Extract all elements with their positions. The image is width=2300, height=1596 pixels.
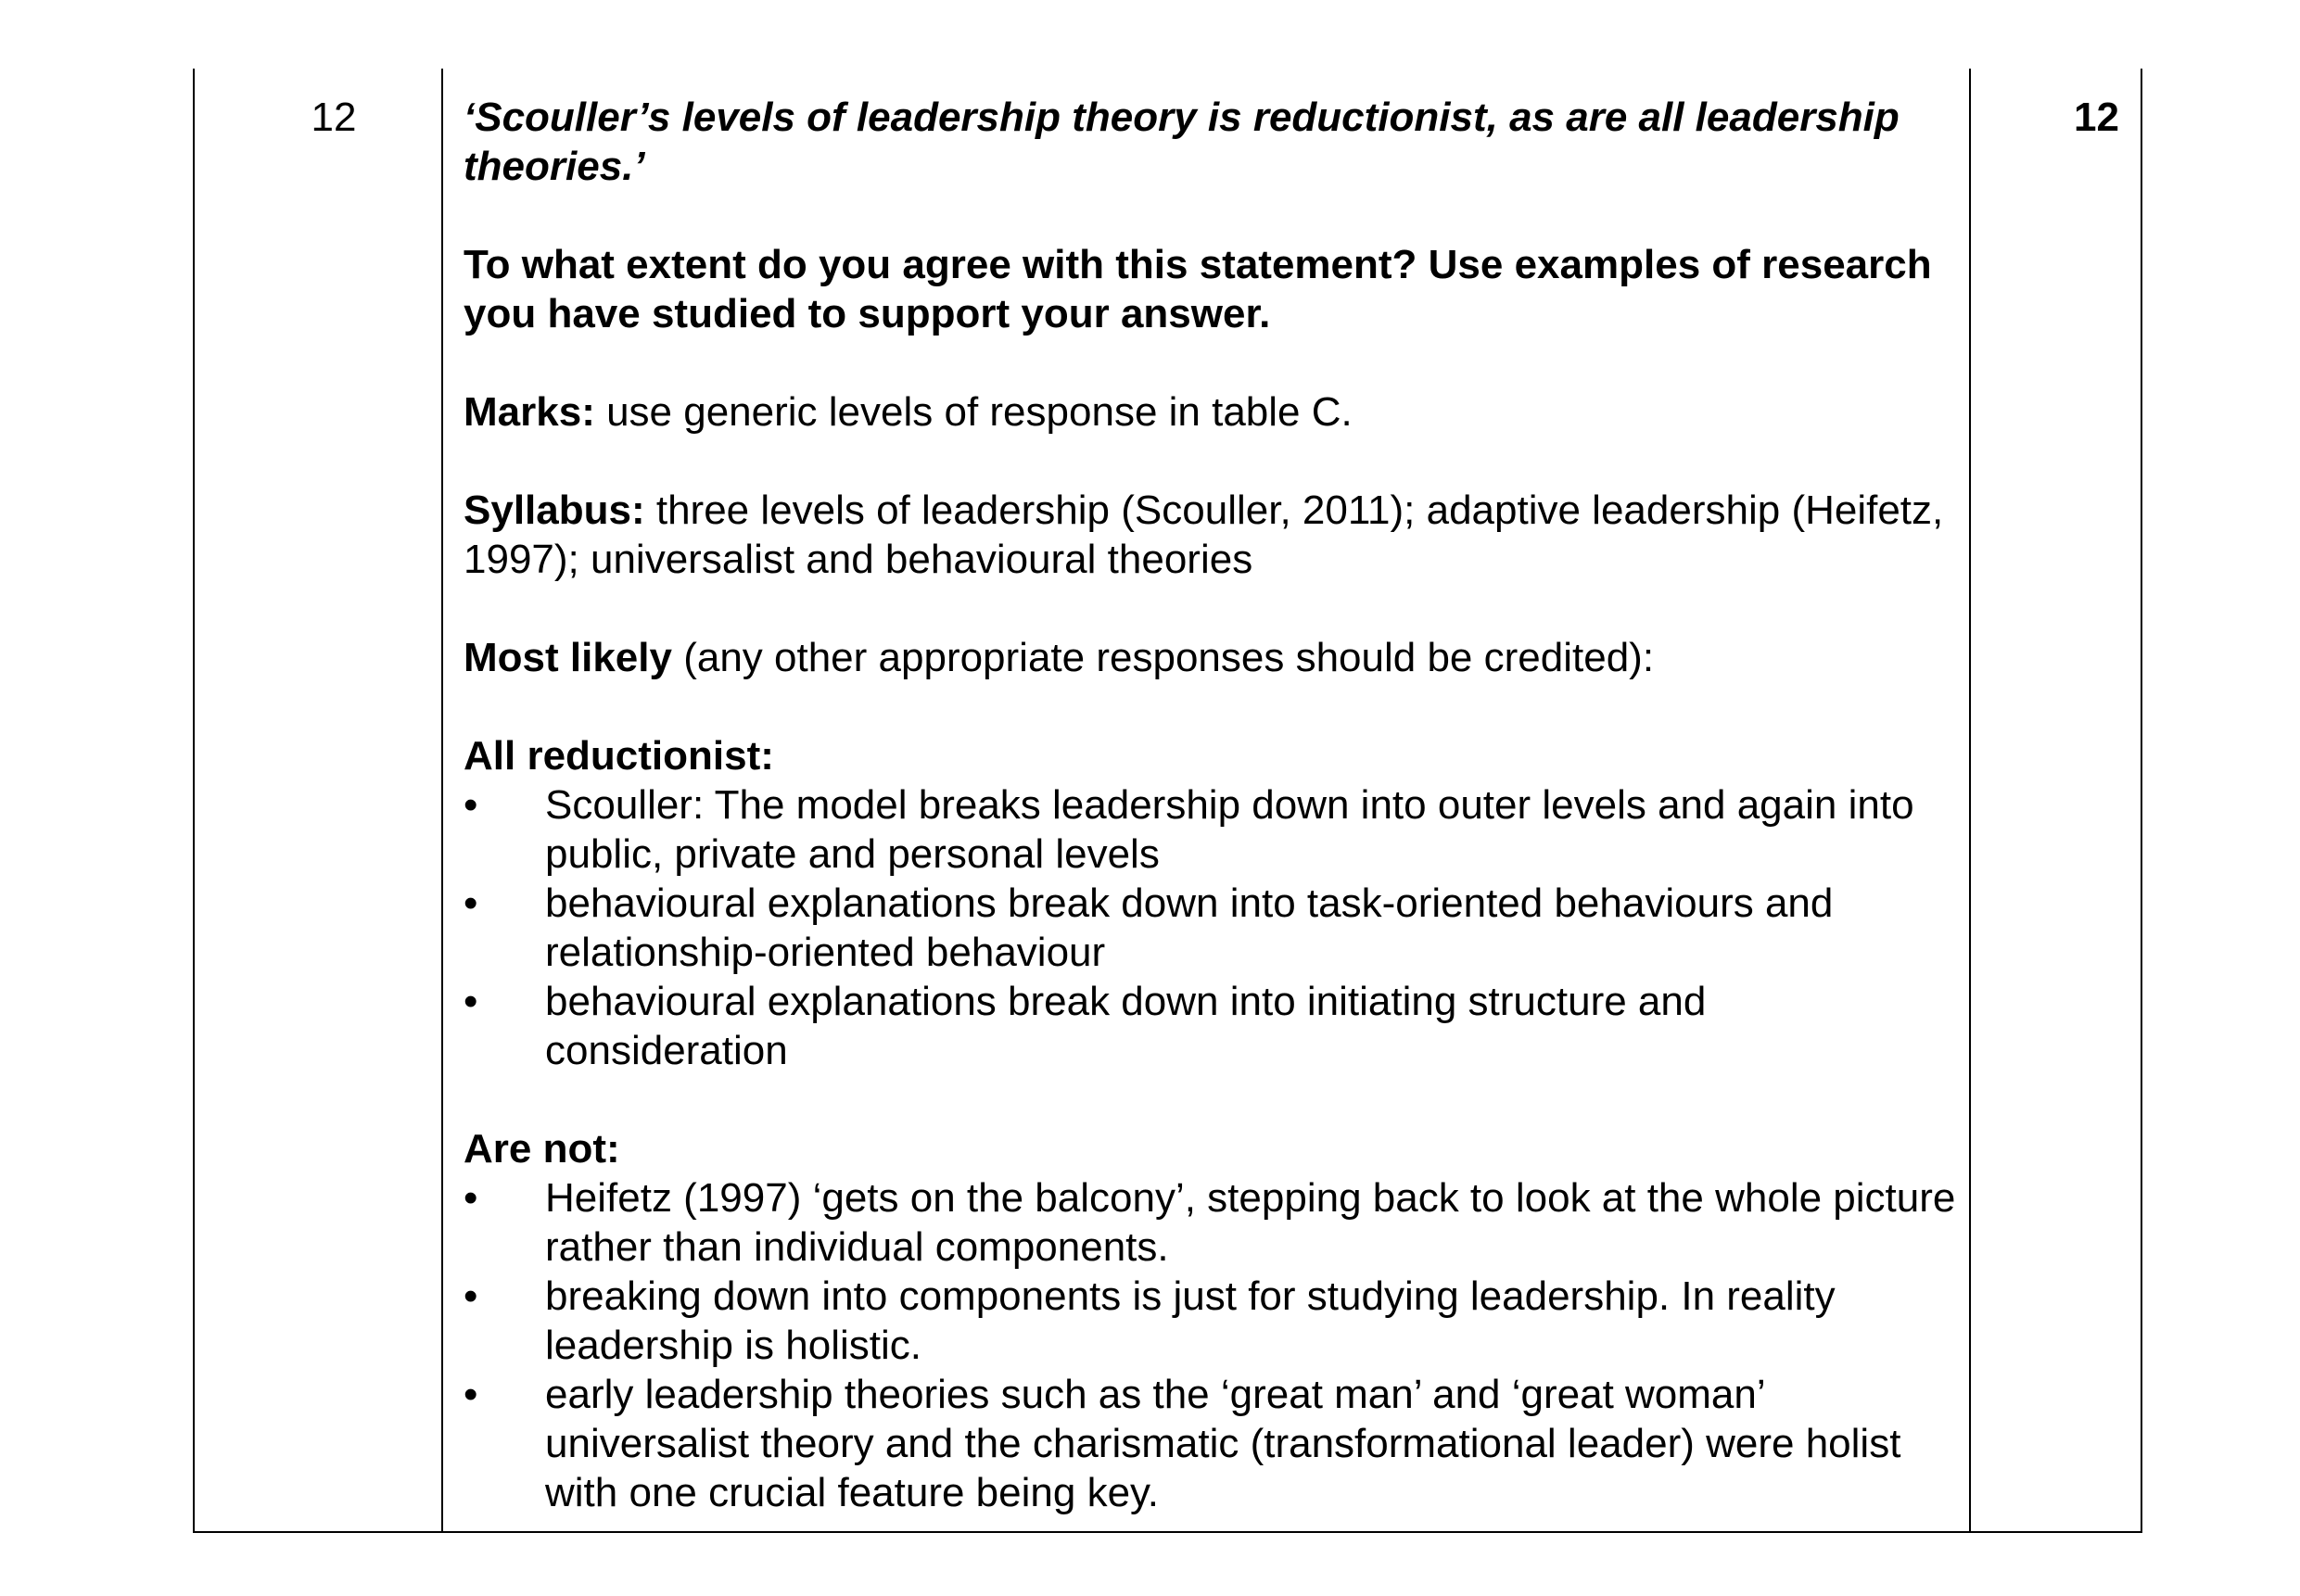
list-item: • Heifetz (1997) ‘gets on the balcony’, stepping back to look at the whole picture rather than individual components. xyxy=(464,1175,1956,1270)
most-likely-line xyxy=(464,633,1956,682)
total-marks: 12 xyxy=(2074,95,2119,140)
all-reductionist-heading: All reductionist: xyxy=(464,733,774,779)
are-not-heading: Are not: xyxy=(464,1126,620,1172)
bullet-icon: • xyxy=(464,880,478,926)
are-not-list xyxy=(464,1173,1956,1517)
list-item: • breaking down into components is just for studying leadership. In reality leadership is holistic. xyxy=(464,1273,1836,1368)
syllabus-line xyxy=(464,486,1956,584)
list-item: • behavioural explanations break down into task-oriented behaviours and relationship-oriented behaviour xyxy=(464,880,1834,975)
bullet-icon: • xyxy=(464,1372,478,1417)
marks-label: Marks: xyxy=(464,389,595,435)
bullet-icon: • xyxy=(464,782,478,828)
bullet-icon: • xyxy=(464,1273,478,1319)
syllabus-label: Syllabus: xyxy=(464,488,645,533)
list-item: • Scouller: The model breaks leadership down into outer levels and again into public, private and personal levels xyxy=(464,782,1914,877)
bullet-icon: • xyxy=(464,1175,478,1221)
mark-scheme-table xyxy=(193,69,2142,1533)
list-item: • early leadership theories such as the ‘great man’ and ‘great woman’ universalist theory and the charismatic (transformational leader) were holist with one crucial feature being key. xyxy=(464,1372,1901,1515)
all-reductionist-list xyxy=(464,780,1956,1075)
syllabus-text: three levels of leadership (Scouller, 2011); adaptive leadership (Heifetz, 1997); universalist and behavioural theories xyxy=(464,488,1944,582)
marks-text: use generic levels of response in table C. xyxy=(594,389,1353,435)
question-quote: ‘Scouller’s levels of leadership theory is reductionist, as are all leadership theories.’ xyxy=(464,95,1900,189)
marks-line xyxy=(464,387,1956,437)
bullet-icon: • xyxy=(464,979,478,1024)
column-divider-question xyxy=(441,69,443,1531)
question-prompt: To what extent do you agree with this statement? Use examples of research you have studied to support your answer. xyxy=(464,242,1932,336)
column-divider-marks xyxy=(1969,69,1971,1531)
most-likely-label: Most likely xyxy=(464,635,672,680)
most-likely-text: (any other appropriate responses should be credited): xyxy=(671,635,1655,680)
answer-guidance xyxy=(464,93,1956,1517)
question-number: 12 xyxy=(311,95,357,140)
list-item: • behavioural explanations break down into initiating structure and consideration xyxy=(464,979,1707,1073)
